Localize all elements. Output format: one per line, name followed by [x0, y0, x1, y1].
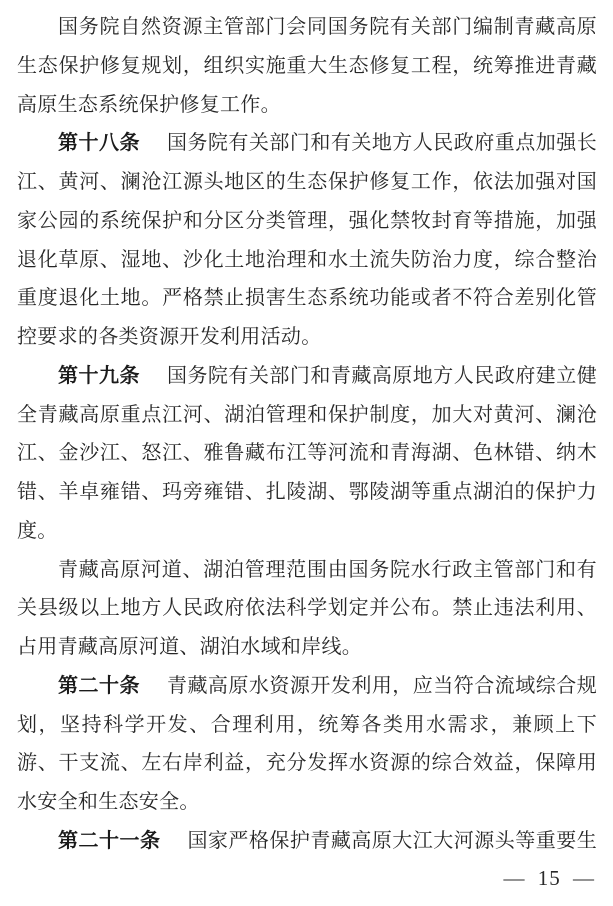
line-text: 水安全和生态安全。 — [17, 791, 200, 813]
line-text: 控要求的各类资源开发利用活动。 — [17, 326, 322, 348]
text-line — [17, 241, 597, 280]
line-text: 占用青藏高原河道、湖泊水域和岸线。 — [17, 636, 363, 658]
article-number: 第十八条 — [58, 132, 140, 155]
article-line — [17, 822, 597, 861]
line-text: 游、干支流、左右岸利益，充分发挥水资源的综合效益，保障用 — [17, 752, 597, 775]
line-text: 国务院自然资源主管部门会同国务院有关部门编制青藏高原 — [58, 16, 597, 38]
text-line — [17, 47, 597, 86]
text-line — [17, 744, 597, 783]
line-text: 错、羊卓雍错、玛旁雍错、扎陵湖、鄂陵湖等重点湖泊的保护力 — [17, 481, 597, 503]
text-line — [17, 628, 597, 667]
text-line — [17, 589, 597, 628]
article-line — [17, 124, 597, 163]
page-number: — 15 — — [503, 866, 595, 890]
line-text: 家公园的系统保护和分区分类管理，强化禁牧封育等措施，加强 — [17, 209, 597, 232]
line-text: 退化草原、湿地、沙化土地治理和水土流失防治力度，综合整治 — [17, 248, 597, 271]
article-number: 第二十条 — [58, 674, 140, 697]
line-text: 国家严格保护青藏高原大江大河源头等重要生 — [187, 829, 597, 852]
text-line — [17, 396, 597, 435]
article-line — [17, 357, 597, 396]
line-text: 江、黄河、澜沧江源头地区的生态保护修复工作，依法加强对国 — [17, 171, 597, 193]
line-text: 重度退化土地。严格禁止损害生态系统功能或者不符合差别化管 — [17, 287, 597, 310]
text-line — [17, 512, 597, 551]
text-line — [17, 8, 597, 47]
article-number: 第二十一条 — [58, 829, 161, 852]
text-line — [17, 202, 597, 241]
line-text: 江、金沙江、怒江、雅鲁藏布江等河流和青海湖、色林错、纳木 — [17, 442, 597, 465]
article-line — [17, 667, 597, 706]
document-body — [17, 8, 597, 861]
article-number: 第十九条 — [58, 364, 140, 387]
line-text: 青藏高原水资源开发利用，应当符合流域综合规 — [166, 674, 597, 697]
text-line — [17, 551, 597, 590]
text-line — [17, 473, 597, 512]
text-line — [17, 434, 597, 473]
line-text: 高原生态系统保护修复工作。 — [17, 93, 281, 116]
text-line — [17, 86, 597, 125]
text-line — [17, 318, 597, 357]
text-line — [17, 163, 597, 202]
line-text: 生态保护修复规划，组织实施重大生态修复工程，统筹推进青藏 — [17, 54, 597, 77]
line-text: 关县级以上地方人民政府依法科学划定并公布。禁止违法利用、 — [17, 597, 597, 620]
line-text: 全青藏高原重点江河、湖泊管理和保护制度，加大对黄河、澜沧 — [17, 403, 597, 426]
text-line — [17, 279, 597, 318]
line-text: 国务院有关部门和青藏高原地方人民政府建立健 — [166, 364, 597, 387]
line-text: 青藏高原河道、湖泊管理范围由国务院水行政主管部门和有 — [58, 558, 597, 581]
text-line — [17, 706, 597, 745]
text-line — [17, 783, 597, 822]
line-text: 度。 — [17, 519, 58, 542]
line-text: 国务院有关部门和有关地方人民政府重点加强长 — [166, 132, 597, 155]
line-text: 划，坚持科学开发、合理利用，统筹各类用水需求，兼顾上下 — [17, 713, 597, 736]
